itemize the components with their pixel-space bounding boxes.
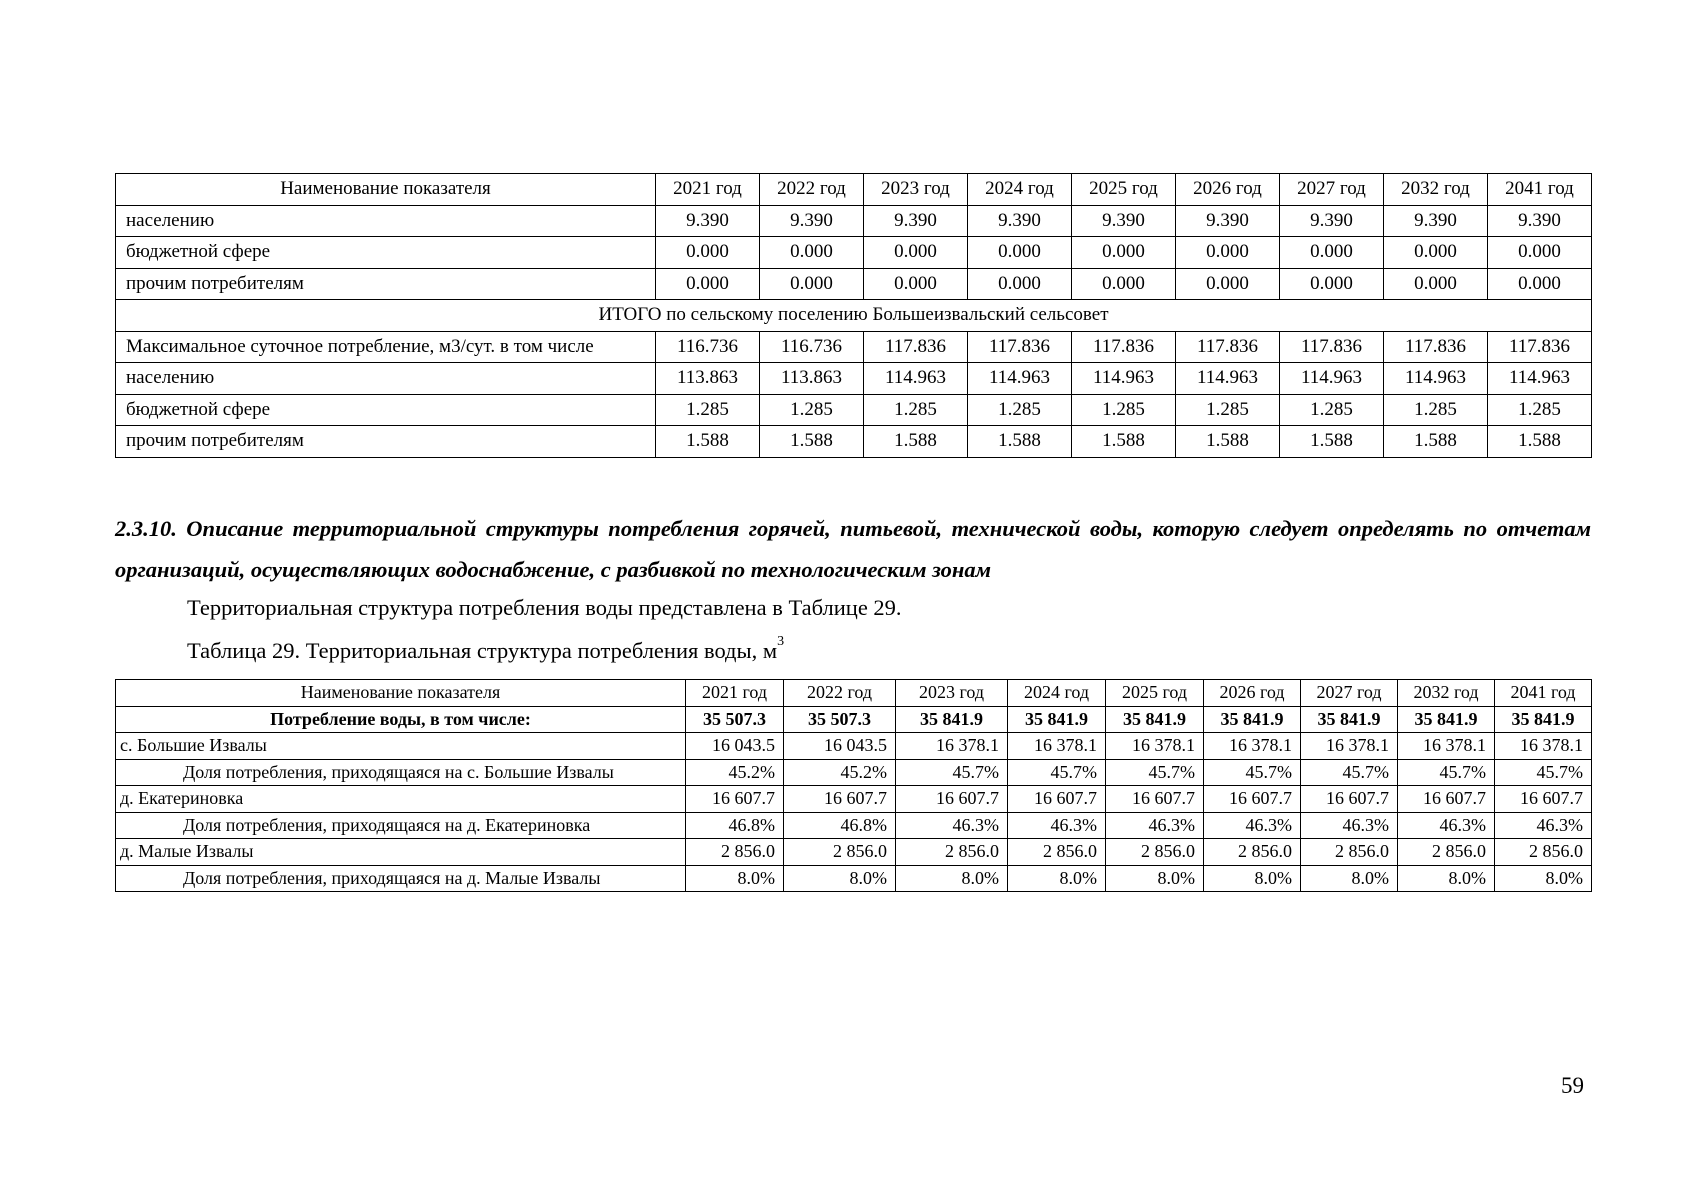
value-cell: 46.8% (686, 812, 784, 839)
value-cell: 0.000 (968, 268, 1072, 300)
value-cell: 0.000 (864, 268, 968, 300)
value-cell: 0.000 (656, 268, 760, 300)
value-cell: 0.000 (656, 237, 760, 269)
row-label: прочим потребителям (116, 426, 656, 458)
value-cell: 46.3% (1301, 812, 1398, 839)
total-cell: 35 841.9 (1008, 706, 1106, 733)
caption-superscript: 3 (777, 634, 785, 649)
value-cell: 1.588 (864, 426, 968, 458)
value-cell: 1.588 (968, 426, 1072, 458)
table-row (116, 759, 1592, 786)
header-cell: 2021 год (686, 680, 784, 707)
value-cell: 113.863 (760, 363, 864, 395)
value-cell: 2 856.0 (1204, 839, 1301, 866)
page-number: 59 (1561, 1073, 1584, 1098)
value-cell: 1.588 (1488, 426, 1592, 458)
value-cell: 117.836 (1280, 331, 1384, 363)
header-cell: 2026 год (1204, 680, 1301, 707)
table-row (116, 812, 1592, 839)
header-cell: 2041 год (1488, 174, 1592, 206)
value-cell: 9.390 (1072, 205, 1176, 237)
value-cell: 16 607.7 (1204, 786, 1301, 813)
value-cell: 16 043.5 (686, 733, 784, 760)
value-cell: 116.736 (656, 331, 760, 363)
table-row (116, 786, 1592, 813)
value-cell: 0.000 (760, 237, 864, 269)
table-row (116, 268, 1592, 300)
row-label: бюджетной сфере (116, 237, 656, 269)
value-cell: 0.000 (1280, 268, 1384, 300)
caption-text: Таблица 29. Территориальная структура потребления воды, м (187, 638, 778, 663)
header-cell: 2025 год (1106, 680, 1204, 707)
value-cell: 117.836 (864, 331, 968, 363)
value-cell: 2 856.0 (784, 839, 896, 866)
header-cell: Наименование показателя (116, 680, 686, 707)
territorial-structure-table (115, 679, 1592, 892)
value-cell: 16 607.7 (1106, 786, 1204, 813)
total-cell: 35 507.3 (784, 706, 896, 733)
value-cell: 2 856.0 (1301, 839, 1398, 866)
value-cell: 0.000 (1176, 268, 1280, 300)
value-cell: 2 856.0 (1398, 839, 1495, 866)
header-cell: 2024 год (1008, 680, 1106, 707)
header-cell: 2021 год (656, 174, 760, 206)
value-cell: 114.963 (968, 363, 1072, 395)
value-cell: 1.588 (1072, 426, 1176, 458)
value-cell: 0.000 (1488, 237, 1592, 269)
section-title: ИТОГО по сельскому поселению Большеизвальский сельсовет (116, 300, 1592, 332)
table-row (116, 331, 1592, 363)
table-row (116, 205, 1592, 237)
value-cell: 0.000 (968, 237, 1072, 269)
value-cell: 0.000 (1280, 237, 1384, 269)
row-label: Максимальное суточное потребление, м3/сут. в том числе (116, 331, 656, 363)
value-cell: 117.836 (1384, 331, 1488, 363)
value-cell: 1.588 (1176, 426, 1280, 458)
row-label: прочим потребителям (116, 268, 656, 300)
value-cell: 8.0% (1106, 865, 1204, 892)
value-cell: 46.8% (784, 812, 896, 839)
value-cell: 45.7% (1495, 759, 1592, 786)
section-heading: 2.3.10. Описание территориальной структуры потребления горячей, питьевой, технической воды, которую следует определять по отчетам организаций, осуществляющих водоснабжение, с разбивкой по технологическим зонам (115, 516, 1591, 582)
value-cell: 0.000 (1176, 237, 1280, 269)
total-cell: 35 841.9 (1204, 706, 1301, 733)
total-cell: 35 841.9 (896, 706, 1008, 733)
table-caption (187, 634, 785, 664)
table-row (116, 394, 1592, 426)
total-cell: 35 841.9 (1106, 706, 1204, 733)
value-cell: 46.3% (1398, 812, 1495, 839)
value-cell: 1.588 (760, 426, 864, 458)
value-cell: 1.588 (656, 426, 760, 458)
value-cell: 0.000 (760, 268, 864, 300)
value-cell: 1.285 (656, 394, 760, 426)
value-cell: 1.285 (1488, 394, 1592, 426)
value-cell: 117.836 (1072, 331, 1176, 363)
header-cell: 2032 год (1398, 680, 1495, 707)
value-cell: 1.588 (1280, 426, 1384, 458)
value-cell: 16 378.1 (1398, 733, 1495, 760)
body-paragraph: Территориальная структура потребления воды представлена в Таблице 29. (187, 595, 902, 620)
table-row (116, 237, 1592, 269)
header-cell: 2022 год (784, 680, 896, 707)
value-cell: 0.000 (1384, 237, 1488, 269)
header-cell: 2026 год (1176, 174, 1280, 206)
table-row (116, 865, 1592, 892)
value-cell: 8.0% (784, 865, 896, 892)
value-cell: 1.285 (1384, 394, 1488, 426)
value-cell: 1.285 (968, 394, 1072, 426)
row-label: с. Большие Извалы (116, 733, 686, 760)
value-cell: 113.863 (656, 363, 760, 395)
header-cell: 2027 год (1301, 680, 1398, 707)
value-cell: 16 378.1 (1106, 733, 1204, 760)
header-cell: 2027 год (1280, 174, 1384, 206)
total-cell: 35 507.3 (686, 706, 784, 733)
value-cell: 2 856.0 (1495, 839, 1592, 866)
value-cell: 8.0% (896, 865, 1008, 892)
table-header-row (116, 680, 1592, 707)
header-cell: 2024 год (968, 174, 1072, 206)
value-cell: 9.390 (1488, 205, 1592, 237)
value-cell: 0.000 (1072, 237, 1176, 269)
value-cell: 16 607.7 (686, 786, 784, 813)
value-cell: 9.390 (760, 205, 864, 237)
value-cell: 16 607.7 (1008, 786, 1106, 813)
value-cell: 16 378.1 (1204, 733, 1301, 760)
value-cell: 45.7% (1398, 759, 1495, 786)
row-label: Доля потребления, приходящаяся на д. Малые Извалы (116, 865, 686, 892)
value-cell: 46.3% (1204, 812, 1301, 839)
total-row (116, 706, 1592, 733)
value-cell: 1.588 (1384, 426, 1488, 458)
value-cell: 9.390 (968, 205, 1072, 237)
value-cell: 16 607.7 (1495, 786, 1592, 813)
row-label: д. Екатериновка (116, 786, 686, 813)
section-row (116, 300, 1592, 332)
value-cell: 1.285 (1176, 394, 1280, 426)
value-cell: 2 856.0 (1008, 839, 1106, 866)
value-cell: 8.0% (1301, 865, 1398, 892)
value-cell: 16 043.5 (784, 733, 896, 760)
value-cell: 45.7% (1008, 759, 1106, 786)
value-cell: 1.285 (864, 394, 968, 426)
value-cell: 45.2% (784, 759, 896, 786)
value-cell: 9.390 (656, 205, 760, 237)
value-cell: 114.963 (864, 363, 968, 395)
value-cell: 45.7% (1204, 759, 1301, 786)
value-cell: 2 856.0 (1106, 839, 1204, 866)
value-cell: 46.3% (1495, 812, 1592, 839)
value-cell: 16 378.1 (896, 733, 1008, 760)
table-row (116, 363, 1592, 395)
total-cell: 35 841.9 (1398, 706, 1495, 733)
value-cell: 0.000 (1072, 268, 1176, 300)
row-label: населению (116, 363, 656, 395)
value-cell: 0.000 (1384, 268, 1488, 300)
total-label: Потребление воды, в том числе: (116, 706, 686, 733)
row-label: д. Малые Извалы (116, 839, 686, 866)
value-cell: 16 607.7 (1301, 786, 1398, 813)
value-cell: 16 607.7 (896, 786, 1008, 813)
row-label: населению (116, 205, 656, 237)
consumption-table-1 (115, 173, 1592, 458)
value-cell: 8.0% (1008, 865, 1106, 892)
value-cell: 114.963 (1280, 363, 1384, 395)
value-cell: 0.000 (864, 237, 968, 269)
header-cell: Наименование показателя (116, 174, 656, 206)
value-cell: 2 856.0 (896, 839, 1008, 866)
value-cell: 16 607.7 (1398, 786, 1495, 813)
value-cell: 8.0% (1495, 865, 1592, 892)
value-cell: 9.390 (1280, 205, 1384, 237)
value-cell: 8.0% (1398, 865, 1495, 892)
value-cell: 9.390 (864, 205, 968, 237)
value-cell: 8.0% (686, 865, 784, 892)
value-cell: 45.7% (1301, 759, 1398, 786)
header-cell: 2025 год (1072, 174, 1176, 206)
value-cell: 16 378.1 (1301, 733, 1398, 760)
header-cell: 2022 год (760, 174, 864, 206)
value-cell: 1.285 (1072, 394, 1176, 426)
value-cell: 16 378.1 (1495, 733, 1592, 760)
table-row (116, 426, 1592, 458)
value-cell: 9.390 (1176, 205, 1280, 237)
value-cell: 46.3% (896, 812, 1008, 839)
value-cell: 46.3% (1106, 812, 1204, 839)
value-cell: 114.963 (1384, 363, 1488, 395)
table-row (116, 733, 1592, 760)
value-cell: 114.963 (1072, 363, 1176, 395)
total-cell: 35 841.9 (1301, 706, 1398, 733)
value-cell: 45.7% (896, 759, 1008, 786)
value-cell: 2 856.0 (686, 839, 784, 866)
value-cell: 16 607.7 (784, 786, 896, 813)
value-cell: 45.7% (1106, 759, 1204, 786)
value-cell: 116.736 (760, 331, 864, 363)
table-row (116, 839, 1592, 866)
value-cell: 117.836 (1176, 331, 1280, 363)
value-cell: 46.3% (1008, 812, 1106, 839)
header-cell: 2023 год (864, 174, 968, 206)
total-cell: 35 841.9 (1495, 706, 1592, 733)
value-cell: 1.285 (1280, 394, 1384, 426)
table-header-row (116, 174, 1592, 206)
value-cell: 1.285 (760, 394, 864, 426)
header-cell: 2032 год (1384, 174, 1488, 206)
value-cell: 114.963 (1488, 363, 1592, 395)
row-label: Доля потребления, приходящаяся на с. Большие Извалы (116, 759, 686, 786)
value-cell: 45.2% (686, 759, 784, 786)
value-cell: 117.836 (968, 331, 1072, 363)
value-cell: 117.836 (1488, 331, 1592, 363)
value-cell: 0.000 (1488, 268, 1592, 300)
header-cell: 2041 год (1495, 680, 1592, 707)
header-cell: 2023 год (896, 680, 1008, 707)
row-label: бюджетной сфере (116, 394, 656, 426)
value-cell: 9.390 (1384, 205, 1488, 237)
value-cell: 114.963 (1176, 363, 1280, 395)
value-cell: 16 378.1 (1008, 733, 1106, 760)
row-label: Доля потребления, приходящаяся на д. Екатериновка (116, 812, 686, 839)
value-cell: 8.0% (1204, 865, 1301, 892)
